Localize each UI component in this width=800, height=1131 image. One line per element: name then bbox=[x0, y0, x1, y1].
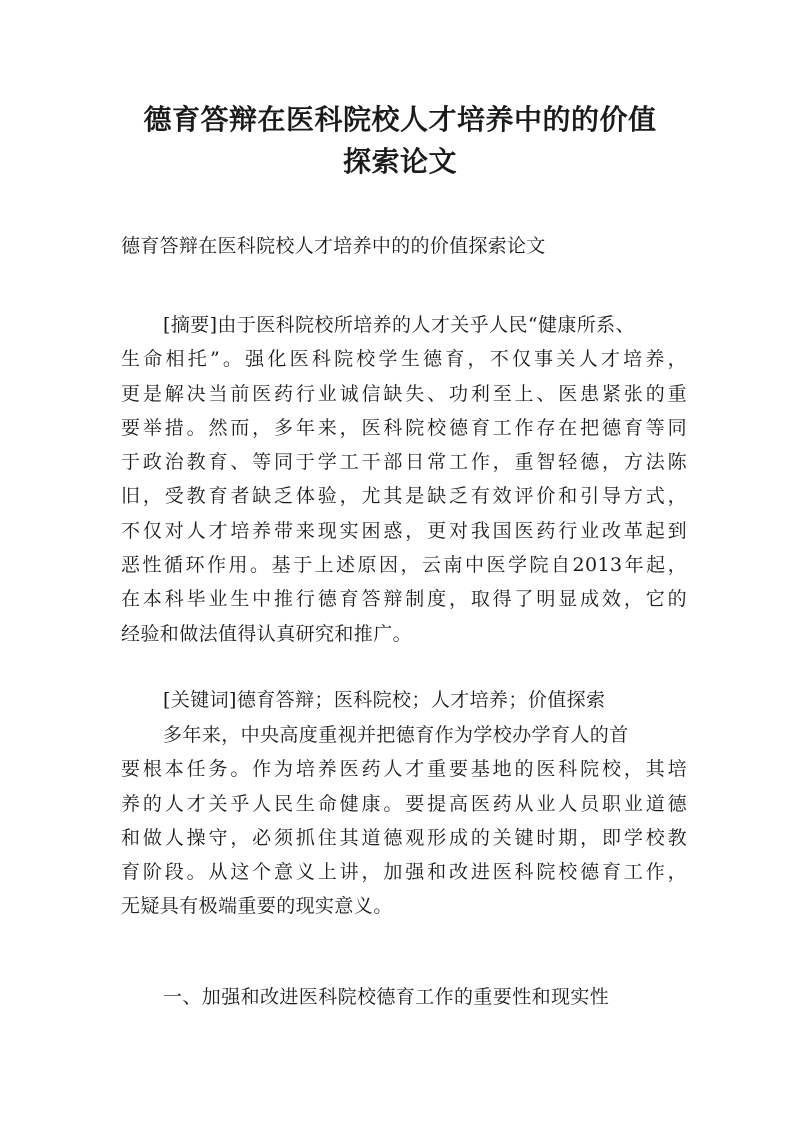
abstract-line: 要举措。然而，多年来，医科院校德育工作存在把德育等同 bbox=[121, 416, 687, 439]
abstract-line: 旧，受教育者缺乏体验，尤其是缺乏有效评价和引导方式， bbox=[121, 485, 687, 508]
keywords-paragraph bbox=[121, 683, 687, 717]
abstract-line: [摘要]由于医科院校所培养的人才关乎人民“健康所系、 bbox=[163, 314, 635, 336]
abstract-line: 更是解决当前医药行业诚信缺失、功利至上、医患紧张的重 bbox=[121, 382, 687, 405]
abstract-line: 于政治教育、等同于学工干部日常工作，重智轻德，方法陈 bbox=[121, 451, 687, 474]
intro-line: 和做人操守，必须抓住其道德观形成的关键时期，即学校教 bbox=[121, 826, 687, 849]
abstract-line: 在本科毕业生中推行德育答辩制度，取得了明显成效，它的 bbox=[121, 588, 687, 611]
document-title-line-2: 探索论文 bbox=[342, 145, 457, 178]
abstract-line: 不仅对人才培养带来现实困惑，更对我国医药行业改革起到 bbox=[121, 519, 687, 542]
abstract-line: 经验和做法值得认真研究和推广。 bbox=[121, 622, 413, 645]
intro-line: 多年来，中央高度重视并把德育作为学校办学育人的首 bbox=[163, 724, 629, 746]
intro-line: 育阶段。从这个意义上讲，加强和改进医科院校德育工作， bbox=[121, 861, 687, 884]
keywords-line: [关键词]德育答辩；医科院校；人才培养；价值探索 bbox=[163, 689, 606, 711]
intro-line: 要根本任务。作为培养医药人才重要基地的医科院校，其培 bbox=[121, 758, 687, 781]
document-subtitle: 德育答辩在医科院校人才培养中的的价值探索论文 bbox=[121, 235, 546, 257]
intro-line: 无疑具有极端重要的现实意义。 bbox=[121, 895, 393, 918]
document-title-line-1: 德育答辩在医科院校人才培养中的的价值 bbox=[143, 103, 657, 136]
abstract-line: 生命相托”。强化医科院校学生德育，不仅事关人才培养， bbox=[121, 348, 687, 371]
abstract-line: 恶性循环作用。基于上述原因，云南中医学院自2013年起， bbox=[121, 554, 687, 577]
intro-line: 养的人才关乎人民生命健康。要提高医药从业人员职业道德 bbox=[121, 792, 687, 815]
section-heading: 一、加强和改进医科院校德育工作的重要性和现实性 bbox=[163, 986, 610, 1008]
intro-paragraph bbox=[121, 718, 687, 924]
abstract-paragraph bbox=[121, 308, 687, 651]
